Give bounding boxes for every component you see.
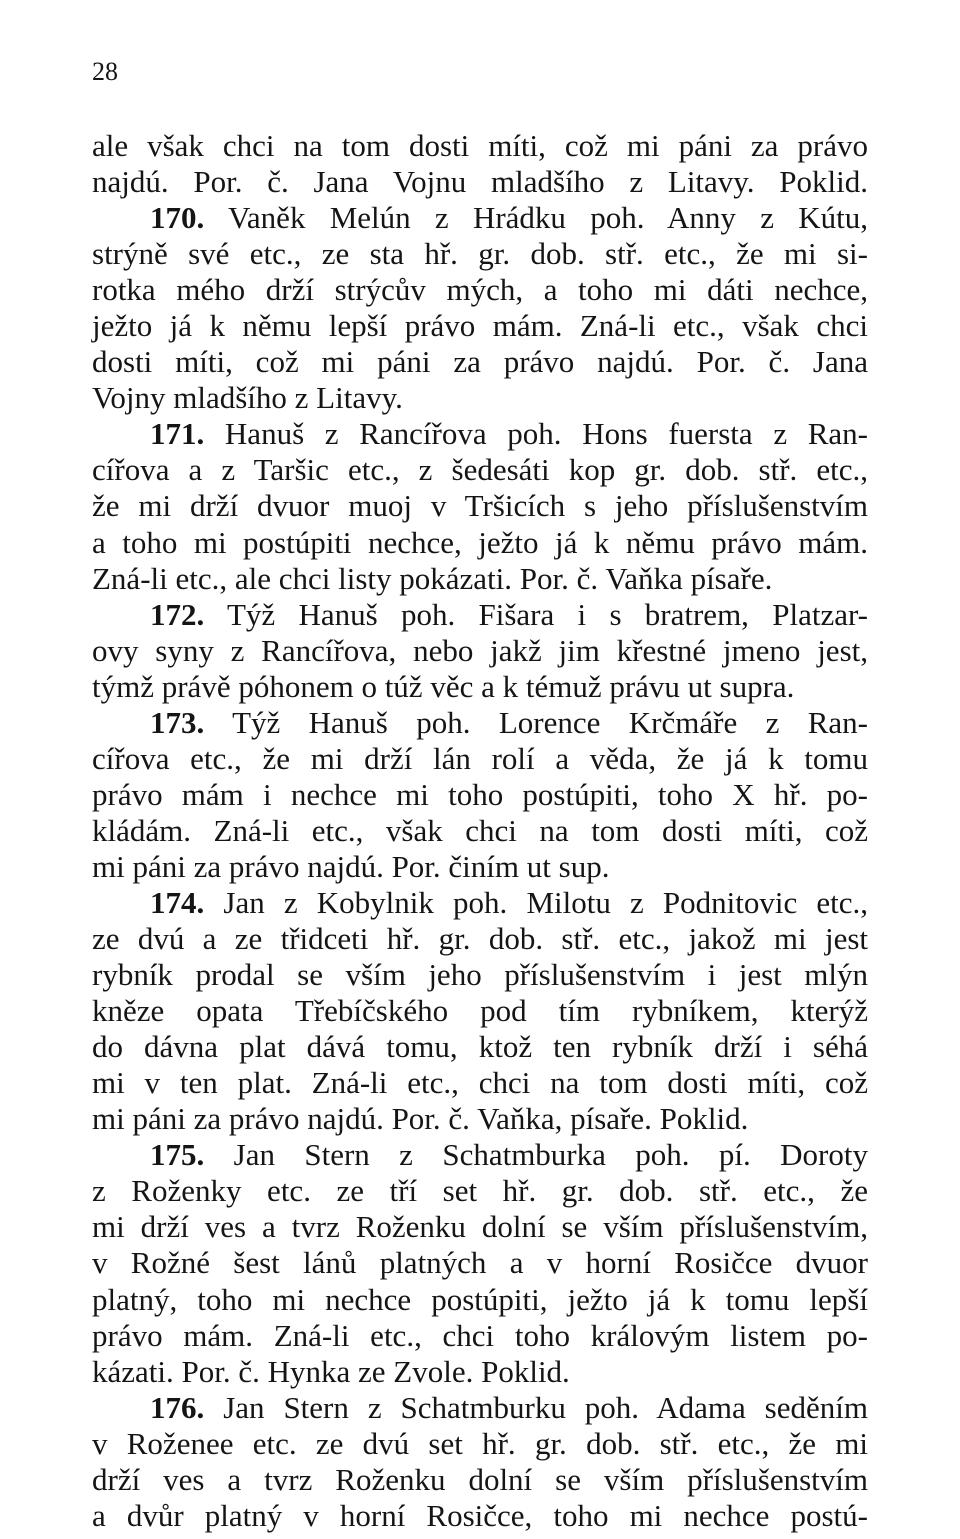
line-text: že mi drží dvuor muoj v Tršicích s jeho příslušenstvím (92, 488, 868, 524)
text-line (92, 957, 868, 993)
text-line (92, 1354, 868, 1390)
line-text: drží ves a tvrz Roženku dolní se vším příslušenstvím (92, 1461, 868, 1497)
line-text: rotka mého drží strýcův mých, a toho mi dáti nechce, (92, 272, 868, 308)
line-text: Hanuš z Rancířova poh. Hons fuersta z Ran- (224, 416, 869, 452)
line-text: právo mám. Zná-li etc., chci toho královým listem po- (92, 1317, 868, 1353)
line-text: Jan Stern z Schatmburka poh. pí. Doroty (233, 1137, 868, 1173)
text-line (92, 1282, 868, 1318)
text-line (92, 849, 868, 885)
entry-number: 174. (150, 884, 205, 920)
line-text: strýně své etc., ze sta hř. gr. dob. stř. etc., že mi si- (92, 236, 868, 272)
text-line (92, 272, 868, 308)
line-text: v Roženee etc. ze dvú set hř. gr. dob. stř. etc., že mi (92, 1425, 868, 1461)
text-line (92, 1065, 868, 1101)
line-text: mi drží ves a tvrz Roženku dolní se vším příslušenstvím, (92, 1209, 868, 1245)
line-text: a toho mi postúpiti nechce, ježto já k němu právo mám. (92, 524, 868, 560)
text-line (92, 633, 868, 669)
text-line (92, 1101, 868, 1137)
line-text: Jan Stern z Schatmburku poh. Adama seděním (223, 1389, 868, 1425)
line-text: ovy syny z Rancířova, nebo jakž jim křestné jmeno jest, (92, 632, 868, 668)
line-text: mi v ten plat. Zná-li etc., chci na tom dosti míti, což (92, 1065, 868, 1101)
line-text: Týž Hanuš poh. Lorence Krčmáře z Ran- (232, 704, 868, 740)
line-text: ježto já k němu lepší právo mám. Zná-li etc., však chci (92, 308, 868, 344)
line-text: Vaněk Melún z Hrádku poh. Anny z Kútu, (227, 200, 868, 236)
line-text: Zná-li etc., ale chci listy pokázati. Por. č. Vaňka písaře. (92, 560, 773, 596)
text-line (92, 561, 868, 597)
line-text: ze dvú a ze třidceti hř. gr. dob. stř. etc., jakož mi jest (92, 921, 868, 957)
line-text: kládám. Zná-li etc., však chci na tom dosti míti, což (92, 812, 868, 848)
line-text: platný, toho mi nechce postúpiti, ježto já k tomu lepší (92, 1281, 868, 1317)
text-line (92, 128, 868, 164)
line-text: Týž Hanuš poh. Fišara i s bratrem, Platzar- (226, 596, 868, 632)
text-line (92, 1173, 868, 1209)
line-text: rybník prodal se vším jeho příslušenstvím i jest mlýn (92, 957, 868, 993)
line-text: právo mám i nechce mi toho postúpiti, toho X hř. po- (92, 776, 868, 812)
line-text: cířova etc., že mi drží lán rolí a věda, že já k tomu (92, 740, 868, 776)
entry-number: 171. (150, 416, 205, 452)
entry-number: 170. (150, 200, 205, 236)
entry-start-line (92, 705, 868, 741)
text-line (92, 669, 868, 705)
page-number: 28 (92, 57, 118, 86)
text-line (92, 236, 868, 272)
text-line (92, 164, 868, 200)
entry-start-line (92, 885, 868, 921)
line-text: týmž právě póhonem o túž věc a k témuž právu ut supra. (92, 668, 795, 704)
text-line (92, 813, 868, 849)
entry-number: 175. (150, 1137, 205, 1173)
entry-start-line (92, 416, 868, 452)
entry-number: 172. (150, 596, 205, 632)
line-text: z Roženky etc. ze tří set hř. gr. dob. stř. etc., že (92, 1173, 868, 1209)
line-text: mi páni za právo najdú. Por. činím ut sup. (92, 848, 610, 884)
text-line (92, 1029, 868, 1065)
text-line (92, 1318, 868, 1354)
line-text: v Rožné šest lánů platných a v horní Rosičce dvuor (92, 1245, 868, 1281)
line-text: dosti míti, což mi páni za právo najdú. Por. č. Jana (92, 344, 868, 380)
line-text: Vojny mladšího z Litavy. (92, 380, 403, 416)
entry-start-line (92, 200, 868, 236)
text-line (92, 308, 868, 344)
entry-number: 173. (150, 704, 205, 740)
text-line (92, 344, 868, 380)
text-line (92, 452, 868, 488)
text-line (92, 1209, 868, 1245)
line-text: najdú. Por. č. Jana Vojnu mladšího z Litavy. Poklid. (92, 164, 868, 200)
text-line (92, 741, 868, 777)
text-line (92, 380, 868, 416)
entry-number: 176. (150, 1389, 205, 1425)
text-line (92, 488, 868, 524)
text-line (92, 993, 868, 1029)
line-text: mi páni za právo najdú. Por. č. Vaňka, písaře. Poklid. (92, 1101, 749, 1137)
text-line (92, 921, 868, 957)
text-line (92, 1498, 868, 1534)
line-text: cířova a z Taršic etc., z šedesáti kop gr. dob. stř. etc., (92, 452, 868, 488)
line-text: ale však chci na tom dosti míti, což mi páni za právo (92, 128, 868, 163)
text-line (92, 525, 868, 561)
entry-start-line (92, 1390, 868, 1426)
line-text: do dávna plat dává tomu, ktož ten rybník drží i séhá (92, 1029, 868, 1065)
text-line (92, 1245, 868, 1281)
text-line (92, 1462, 868, 1498)
text-line (92, 777, 868, 813)
entry-start-line (92, 597, 868, 633)
text-line (92, 1426, 868, 1462)
entry-start-line (92, 1137, 868, 1173)
line-text: kázati. Por. č. Hynka ze Zvole. Poklid. (92, 1353, 570, 1389)
body-text (92, 128, 868, 1534)
line-text: a dvůr platný v horní Rosičce, toho mi nechce postú- (92, 1497, 868, 1533)
line-text: Jan z Kobylnik poh. Milotu z Podnitovic etc., (223, 884, 869, 920)
line-text: kněze opata Třebíčského pod tím rybníkem, kterýž (92, 993, 868, 1029)
